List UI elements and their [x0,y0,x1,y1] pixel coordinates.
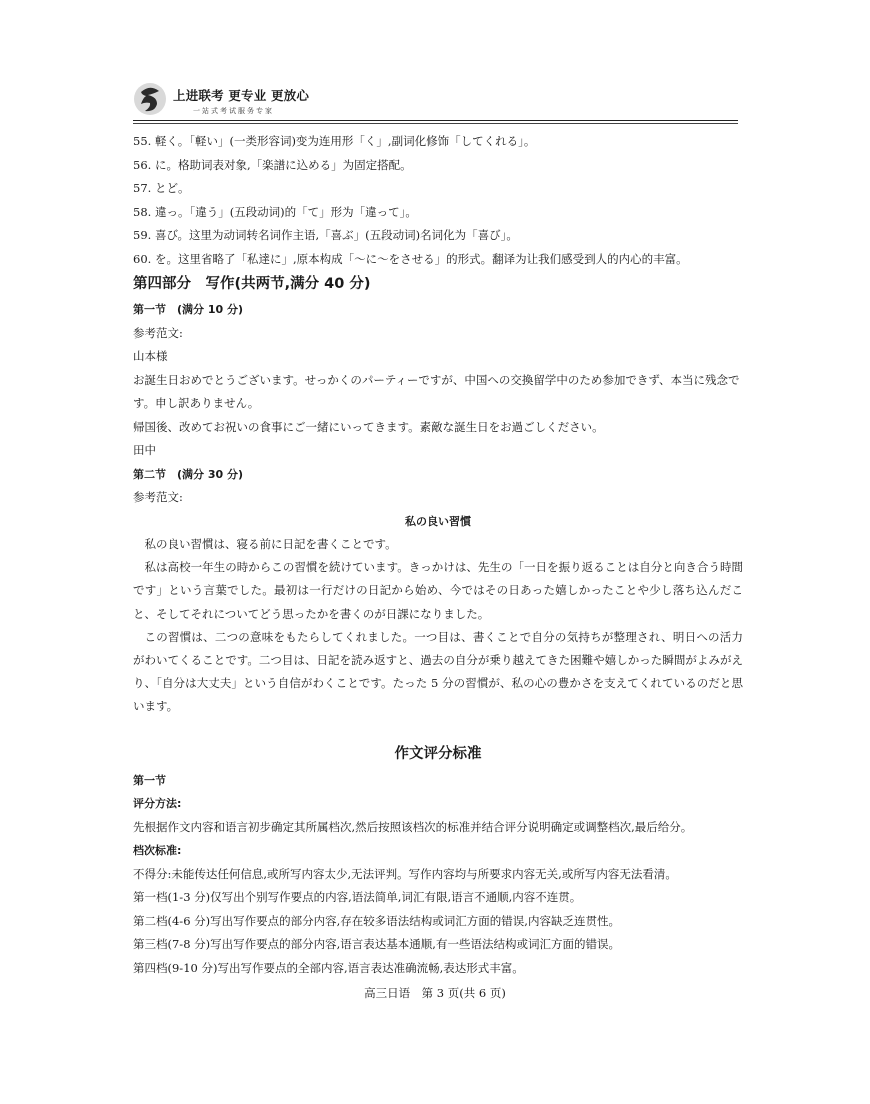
brand-name: 上进联考 更专业 更放心 [173,88,310,103]
letter-body: 帰国後、改めてお祝いの食事にご一緒にいってきます。素敵な誕生日をお過ごしください。 [133,419,604,434]
section1-heading: 第一节 (满分 10 分) [133,303,244,316]
part4-title: 第四部分 写作(共两节,满分 40 分) [133,276,371,292]
scoring-method-text: 先根据作文内容和语言初步确定其所属档次,然后按照该档次的标准并结合评分说明确定或调整档次,最后给分。 [133,819,693,834]
scoring-level: 第四档(9-10 分)写出写作要点的全部内容,语言表达准确流畅,表达形式丰富。 [133,960,524,975]
header-rule [133,120,738,121]
essay-paragraph: この習慣は、二つの意味をもたらしてくれました。一つ目は、書くことで自分の気持ちが整理され、明日への活力がわいてくることです。二つ目は、日記を読み返すと、過去の自分が乗り越えてきた困難や嬉しかった瞬間がよみがえり、「自分は大丈夫」という自信がわくことです。たった 5 分の習慣が、私の心の豊かさを支えてくれているのだと思います。 [133,629,743,714]
brand-subtitle: 一站式考试服务专家 [193,107,274,115]
scoring-level: 第三档(7-8 分)写出写作要点的部分内容,语言表达基本通顺,有一些语法结构或词汇方面的错误。 [133,937,620,952]
scoring-level: 不得分:未能传达任何信息,或所写内容太少,无法评判。写作内容均与所要求内容无关,或所写内容无法看清。 [133,866,677,881]
answer-item: 56. に。格助词表对象,「楽譜に込める」为固定搭配。 [133,157,412,172]
section2-heading: 第二节 (满分 30 分) [133,467,244,481]
scoring-level: 第一档(1-3 分)仅写出个别写作要点的内容,语法简单,词汇有限,语言不通顺,内容不连贯。 [133,890,582,905]
section1-ref-label: 参考范文: [133,325,183,340]
brand-logo-icon [133,82,167,116]
answer-item: 59. 喜び。这里为动词转名词作主语,「喜ぶ」(五段动词)名词化为「喜び」。 [133,228,518,242]
scoring-level: 第二档(4-6 分)写出写作要点的部分内容,存在较多语法结构或词汇方面的错误,内容缺乏连贯性。 [133,913,620,928]
scoring-method-label: 评分方法: [133,797,182,811]
answer-item: 60. を。这里省略了「私達に」,原本构成「～に～をさせる」的形式。翻译为让我们感受到人的内心的丰富。 [133,251,688,266]
page-header [133,80,738,122]
scoring-title: 作文评分标准 [394,745,482,762]
essay-title: 私の良い習慣 [405,514,471,528]
page-content [133,130,743,980]
scoring-levels-label: 档次标准: [133,844,182,858]
page-footer: 高三日语 第 3 页(共 6 页) [364,986,506,1000]
answer-item: 58. 違っ。「違う」(五段动词)的「て」形为「違って」。 [133,204,417,219]
answer-item: 57. とど。 [133,181,190,195]
essay-paragraph: 私の良い習慣は、寝る前に日記を書くことです。 [144,537,397,551]
section2-ref-label: 参考范文: [133,490,183,504]
scoring-section: 第一节 [133,773,166,787]
header-rule-thin [133,123,738,124]
letter-greeting: 山本様 [133,349,168,363]
answer-item: 55. 軽く。「軽い」(一类形容词)变为连用形「く」,副词化修饰「してくれる」。 [133,134,536,148]
essay-paragraph: 私は高校一年生の時からこの習慣を続けています。きっかけは、先生の「一日を振り返ることは自分と向き合う時間です」という言葉でした。最初は一行だけの日記から始め、今ではその日あった嬉しかったことや少し落ち込んだこと、そしてそれについてどう思ったかを書くのが日課になりました。 [133,560,743,621]
letter-body: お誕生日おめでとうございます。せっかくのパーティーですが、中国への交換留学中のため参加できず、本当に残念です。申し訳ありません。 [133,372,740,410]
letter-signature: 田中 [133,443,156,457]
